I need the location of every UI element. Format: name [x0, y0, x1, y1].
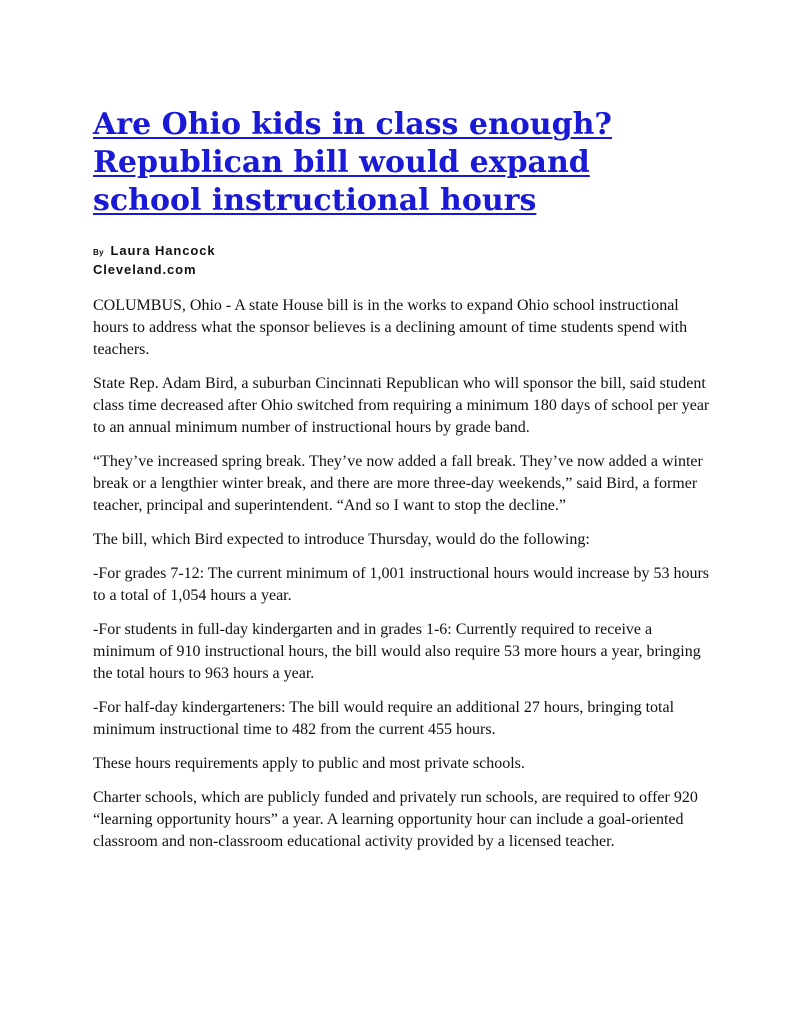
headline-link[interactable]: Are Ohio kids in class enough? Republican bill would expand school instructional hours	[93, 107, 612, 218]
byline-prefix: By	[93, 248, 105, 257]
article-paragraph: These hours requirements apply to public and most private schools.	[93, 755, 525, 772]
byline	[93, 242, 713, 278]
byline-author-line	[93, 242, 713, 261]
article-paragraph: State Rep. Adam Bird, a suburban Cincinnati Republican who will sponsor the bill, said student class time decreased after Ohio switched from requiring a minimum 180 days of school per year to an annual minimum number of instructional hours by grade band.	[93, 375, 710, 436]
article-paragraph: -For half-day kindergarteners: The bill would require an additional 27 hours, bringing total minimum instructional time to 482 from the current 455 hours.	[93, 699, 675, 738]
article-paragraph: -For students in full-day kindergarten and in grades 1-6: Currently required to receive a minimum of 910 instructional hours, the bill would also require 53 more hours a year, bringing the total hours to 963 hours a year.	[93, 621, 701, 682]
article-paragraph: The bill, which Bird expected to introduce Thursday, would do the following:	[93, 531, 590, 548]
article-paragraph: COLUMBUS, Ohio - A state House bill is in the works to expand Ohio school instructional hours to address what the sponsor believes is a declining amount of time students spend with teachers.	[93, 297, 688, 358]
article-paragraph: Charter schools, which are publicly funded and privately run schools, are required to offer 920 “learning opportunity hours” a year. A learning opportunity hour can include a goal-oriented classroom and non-classroom educational activity provided by a licensed teacher.	[93, 789, 698, 850]
article-paragraph: “They’ve increased spring break. They’ve now added a fall break. They’ve now added a winter break or a lengthier winter break, and there are more three-day weekends,” said Bird, a former teacher, principal and superintendent. “And so I want to stop the decline.”	[93, 453, 703, 514]
author-name: Laura Hancock	[110, 243, 216, 258]
article-page	[93, 106, 713, 865]
article-body	[93, 295, 713, 853]
article-paragraph: -For grades 7-12: The current minimum of 1,001 instructional hours would increase by 53 hours to a total of 1,054 hours a year.	[93, 565, 710, 604]
source-name: Cleveland.com	[93, 262, 197, 277]
